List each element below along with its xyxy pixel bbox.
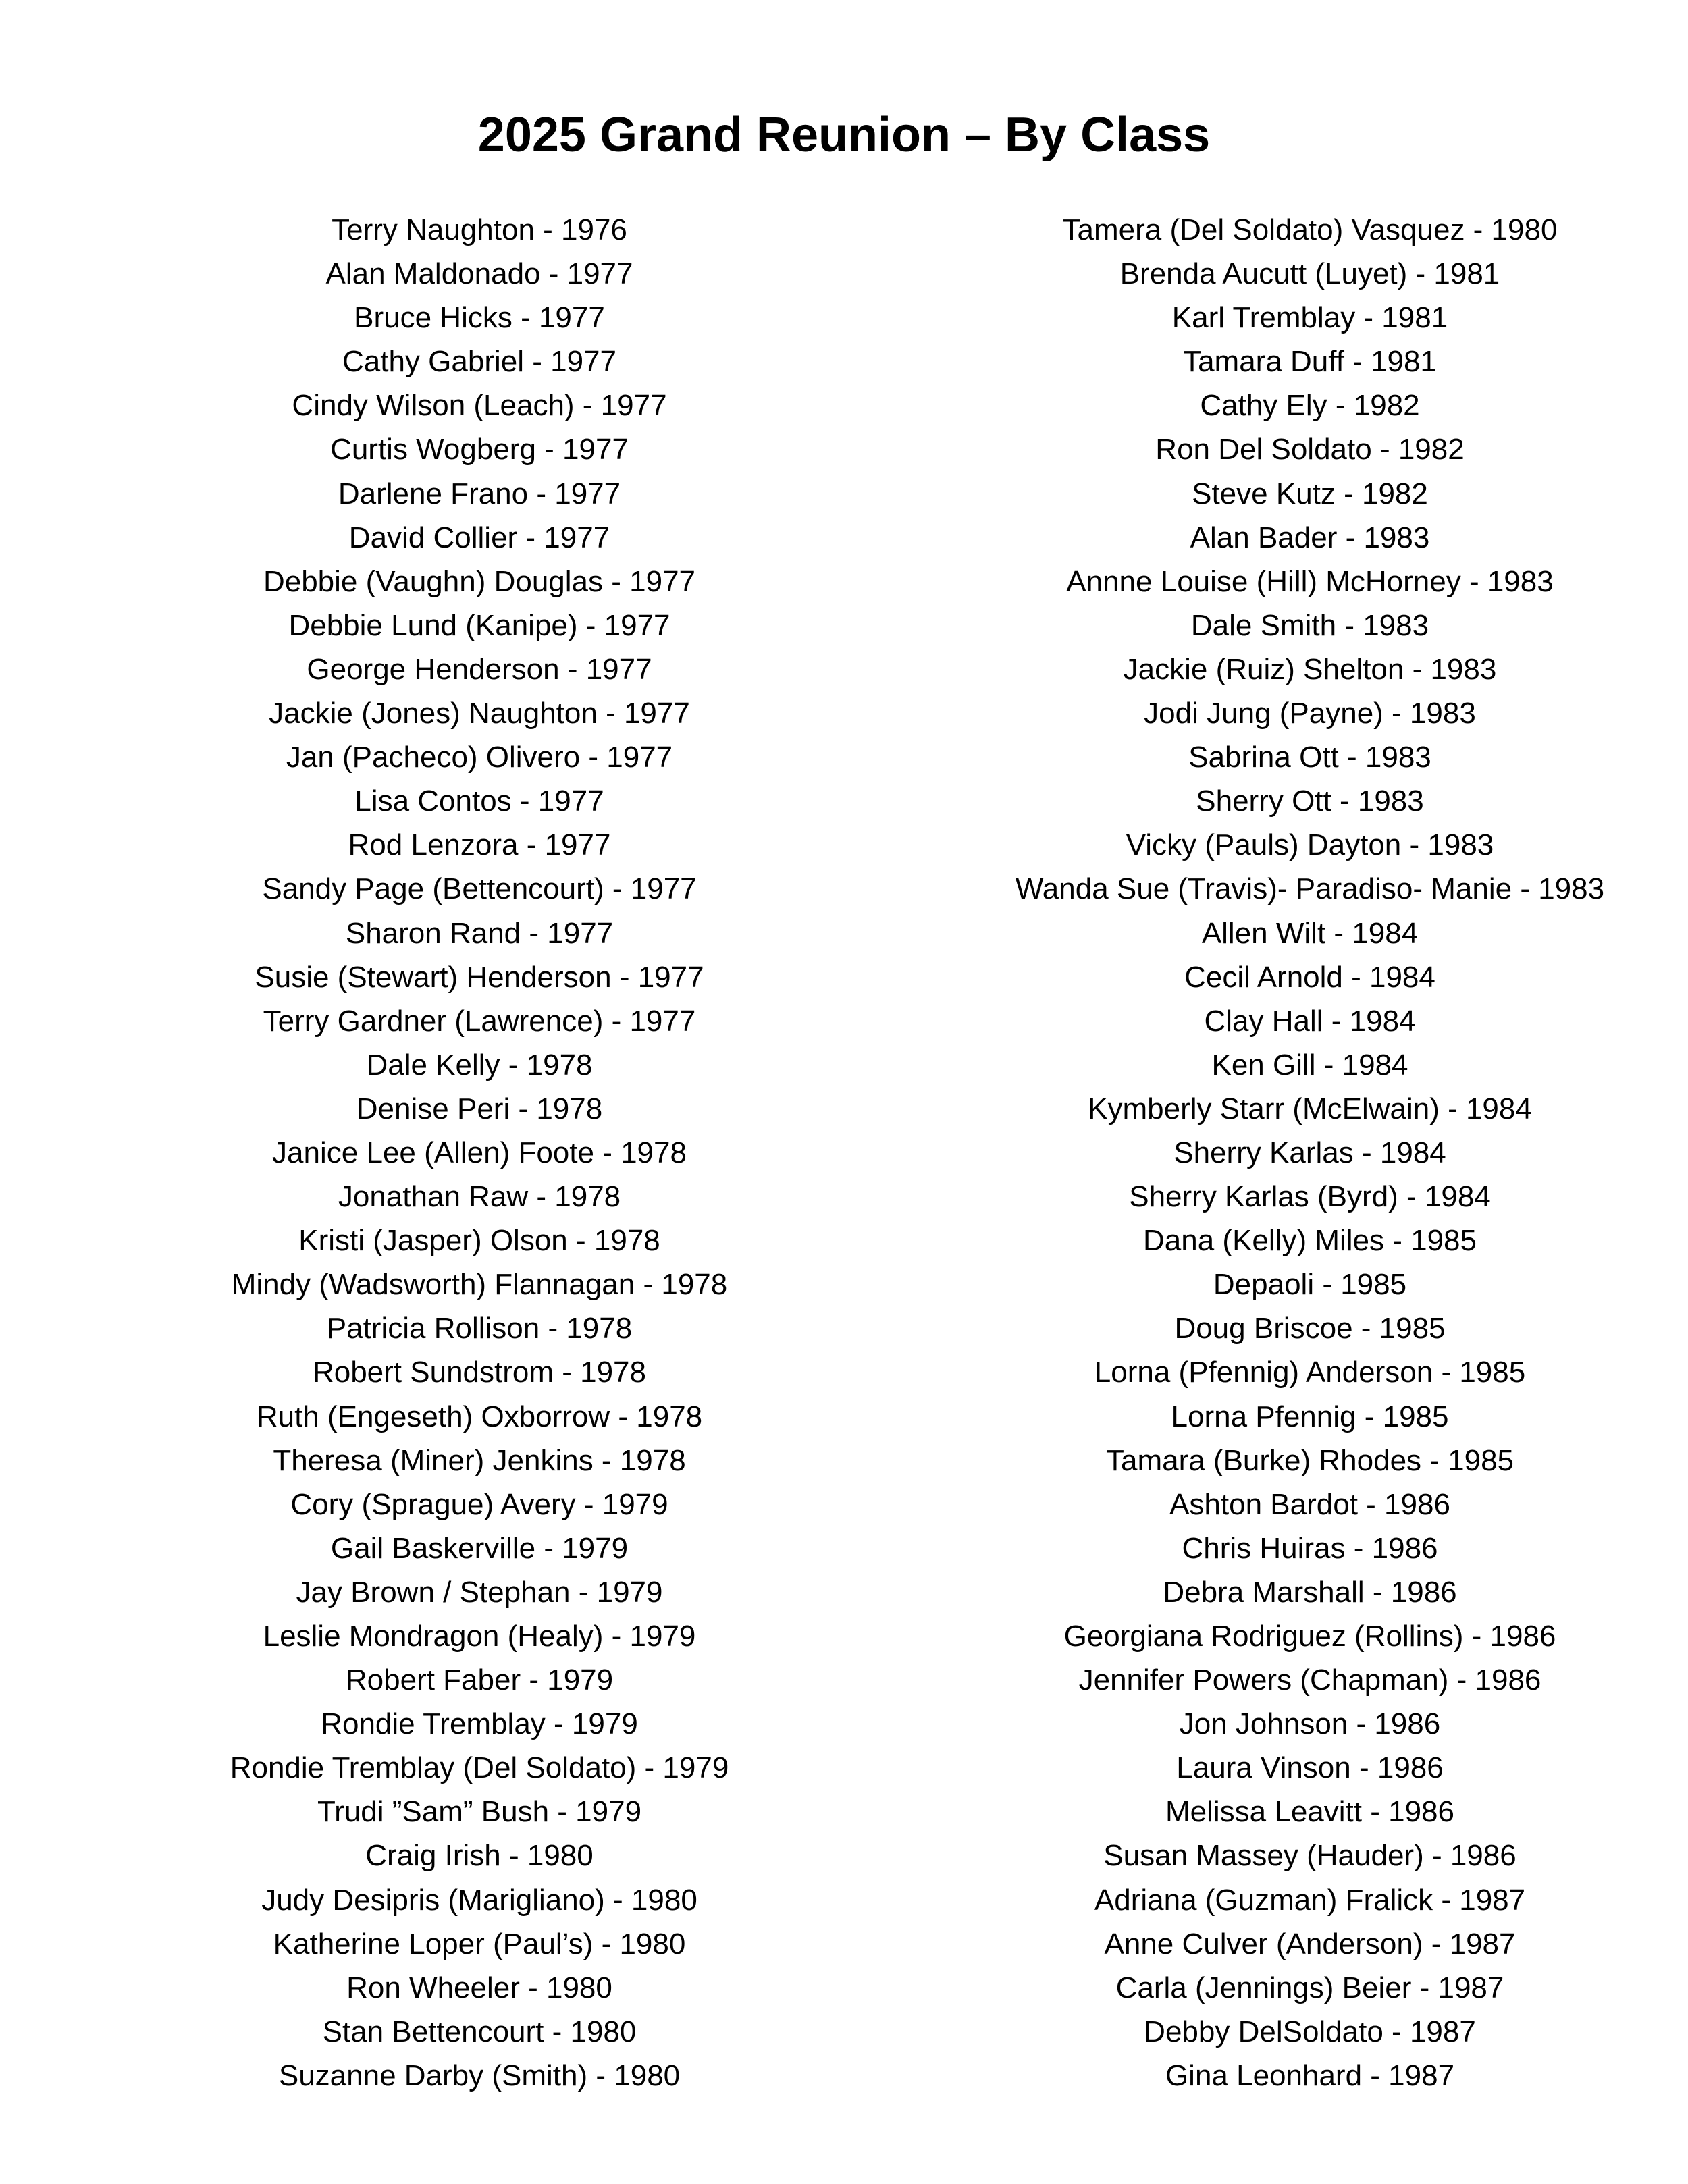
attendee-entry: Jonathan Raw - 1978 — [338, 1180, 621, 1214]
attendee-entry: Darlene Frano - 1977 — [338, 477, 621, 510]
attendee-entry: Brenda Aucutt (Luyet) - 1981 — [1119, 257, 1500, 291]
attendee-entry: Jan (Pacheco) Olivero - 1977 — [286, 741, 673, 774]
attendee-entry: Curtis Wogberg - 1977 — [330, 433, 629, 467]
attendee-entry: George Henderson - 1977 — [307, 652, 652, 686]
attendee-entry: Doug Briscoe - 1985 — [1174, 1312, 1446, 1346]
attendee-entry: Steve Kutz - 1982 — [1192, 477, 1428, 510]
attendee-entry: Stan Bettencourt - 1980 — [322, 2015, 637, 2048]
attendee-entry: Cecil Arnold - 1984 — [1184, 960, 1435, 994]
attendee-entry: Mindy (Wadsworth) Flannagan - 1978 — [231, 1268, 728, 1302]
attendee-entry: Gina Leonhard - 1987 — [1165, 2058, 1455, 2092]
attendee-entry: Tamara Duff - 1981 — [1183, 345, 1437, 379]
attendee-entry: Karl Tremblay - 1981 — [1171, 301, 1448, 335]
attendee-entry: Rondie Tremblay - 1979 — [321, 1707, 638, 1741]
attendee-entry: Sabrina Ott - 1983 — [1188, 741, 1431, 774]
attendee-entry: Bruce Hicks - 1977 — [354, 301, 605, 335]
attendee-entry: Sandy Page (Bettencourt) - 1977 — [262, 872, 697, 906]
attendee-entry: Ashton Bardot - 1986 — [1169, 1487, 1450, 1521]
attendee-entry: Annne Louise (Hill) McHorney - 1983 — [1066, 564, 1554, 598]
attendee-entry: Jackie (Jones) Naughton - 1977 — [269, 697, 690, 730]
attendee-entry: Susie (Stewart) Henderson - 1977 — [255, 960, 704, 994]
attendee-entry: Cathy Ely - 1982 — [1200, 389, 1420, 423]
attendee-entry: Dana (Kelly) Miles - 1985 — [1143, 1224, 1477, 1258]
attendee-entry: Patricia Rollison - 1978 — [326, 1312, 633, 1346]
left-name-column — [135, 208, 824, 2098]
attendee-entry: Gail Baskerville - 1979 — [330, 1531, 629, 1565]
attendee-entry: Kymberly Starr (McElwain) - 1984 — [1088, 1092, 1532, 1125]
attendee-entry: Rod Lenzora - 1977 — [348, 828, 611, 862]
attendee-entry: Ruth (Engeseth) Oxborrow - 1978 — [256, 1400, 703, 1433]
attendee-entry: Dale Smith - 1983 — [1190, 608, 1429, 642]
attendee-entry: Denise Peri - 1978 — [356, 1092, 603, 1125]
attendee-entry: Robert Sundstrom - 1978 — [312, 1356, 647, 1389]
attendee-entry: Jay Brown / Stephan - 1979 — [296, 1575, 663, 1609]
attendee-entry: Lorna (Pfennig) Anderson - 1985 — [1094, 1356, 1526, 1389]
attendee-entry: Debra Marshall - 1986 — [1163, 1575, 1457, 1609]
attendee-entry: Tamara (Burke) Rhodes - 1985 — [1105, 1443, 1514, 1477]
attendee-entry: Lisa Contos - 1977 — [354, 784, 604, 818]
attendee-entry: Leslie Mondragon (Healy) - 1979 — [263, 1620, 696, 1653]
attendee-entry: Sherry Karlas (Byrd) - 1984 — [1129, 1180, 1491, 1214]
attendee-entry: Vicky (Pauls) Dayton - 1983 — [1126, 828, 1494, 862]
attendee-entry: Terry Naughton - 1976 — [332, 213, 627, 246]
attendee-entry: Ron Wheeler - 1980 — [346, 1971, 612, 2004]
attendee-entry: Sherry Karlas - 1984 — [1173, 1136, 1446, 1169]
page-title: 2025 Grand Reunion – By Class — [477, 108, 1211, 162]
attendee-entry: Georgiana Rodriguez (Rollins) - 1986 — [1063, 1620, 1556, 1653]
attendee-entry: Jodi Jung (Payne) - 1983 — [1144, 697, 1476, 730]
attendee-entry: Kristi (Jasper) Olson - 1978 — [298, 1224, 660, 1258]
attendee-entry: Theresa (Miner) Jenkins - 1978 — [273, 1443, 686, 1477]
attendee-entry: Adriana (Guzman) Fralick - 1987 — [1094, 1883, 1526, 1917]
attendee-entry: Cory (Sprague) Avery - 1979 — [290, 1487, 668, 1521]
attendee-entry: Sharon Rand - 1977 — [345, 916, 614, 950]
attendee-entry: Tamera (Del Soldato) Vasquez - 1980 — [1062, 213, 1558, 246]
attendee-entry: Chris Huiras - 1986 — [1182, 1531, 1438, 1565]
attendee-entry: Sherry Ott - 1983 — [1196, 784, 1424, 818]
attendee-entry: Dale Kelly - 1978 — [366, 1048, 593, 1082]
attendee-entry: Depaoli - 1985 — [1213, 1268, 1407, 1302]
attendee-entry: Janice Lee (Allen) Foote - 1978 — [272, 1136, 687, 1169]
attendee-entry: Alan Maldonado - 1977 — [325, 257, 633, 291]
attendee-entry: Katherine Loper (Paul’s) - 1980 — [273, 1927, 686, 1961]
attendee-entry: Debby DelSoldato - 1987 — [1144, 2015, 1476, 2048]
attendee-entry: Cindy Wilson (Leach) - 1977 — [292, 389, 667, 423]
attendee-entry: Alan Bader - 1983 — [1190, 521, 1430, 554]
attendee-entry: Carla (Jennings) Beier - 1987 — [1115, 1971, 1504, 2004]
attendee-entry: David Collier - 1977 — [348, 521, 610, 554]
attendee-entry: Clay Hall - 1984 — [1204, 1004, 1416, 1038]
attendee-entry: Allen Wilt - 1984 — [1201, 916, 1419, 950]
attendee-entry: Melissa Leavitt - 1986 — [1165, 1795, 1454, 1829]
attendee-entry: Anne Culver (Anderson) - 1987 — [1104, 1927, 1516, 1961]
attendee-entry: Laura Vinson - 1986 — [1176, 1751, 1444, 1785]
attendee-entry: Robert Faber - 1979 — [345, 1663, 614, 1697]
right-name-column — [939, 208, 1681, 2098]
attendee-entry: Ron Del Soldato - 1982 — [1155, 433, 1465, 467]
attendee-entry: Susan Massey (Hauder) - 1986 — [1103, 1839, 1516, 1873]
attendee-entry: Jennifer Powers (Chapman) - 1986 — [1078, 1663, 1541, 1697]
attendee-entry: Suzanne Darby (Smith) - 1980 — [278, 2058, 681, 2092]
attendee-entry: Craig Irish - 1980 — [365, 1839, 594, 1873]
attendee-entry: Debbie (Vaughn) Douglas - 1977 — [263, 564, 696, 598]
attendee-entry: Jackie (Ruiz) Shelton - 1983 — [1123, 652, 1497, 686]
attendee-entry: Ken Gill - 1984 — [1211, 1048, 1408, 1082]
attendee-entry: Rondie Tremblay (Del Soldato) - 1979 — [230, 1751, 729, 1785]
attendee-entry: Terry Gardner (Lawrence) - 1977 — [263, 1004, 696, 1038]
attendee-entry: Judy Desipris (Marigliano) - 1980 — [261, 1883, 697, 1917]
attendee-entry: Debbie Lund (Kanipe) - 1977 — [288, 608, 670, 642]
attendee-entry: Jon Johnson - 1986 — [1179, 1707, 1441, 1741]
attendee-entry: Cathy Gabriel - 1977 — [342, 345, 616, 379]
attendee-entry: Lorna Pfennig - 1985 — [1171, 1400, 1449, 1433]
attendee-entry: Trudi ”Sam” Bush - 1979 — [317, 1795, 642, 1829]
attendee-entry: Wanda Sue (Travis)- Paradiso- Manie - 1983 — [1015, 872, 1605, 906]
